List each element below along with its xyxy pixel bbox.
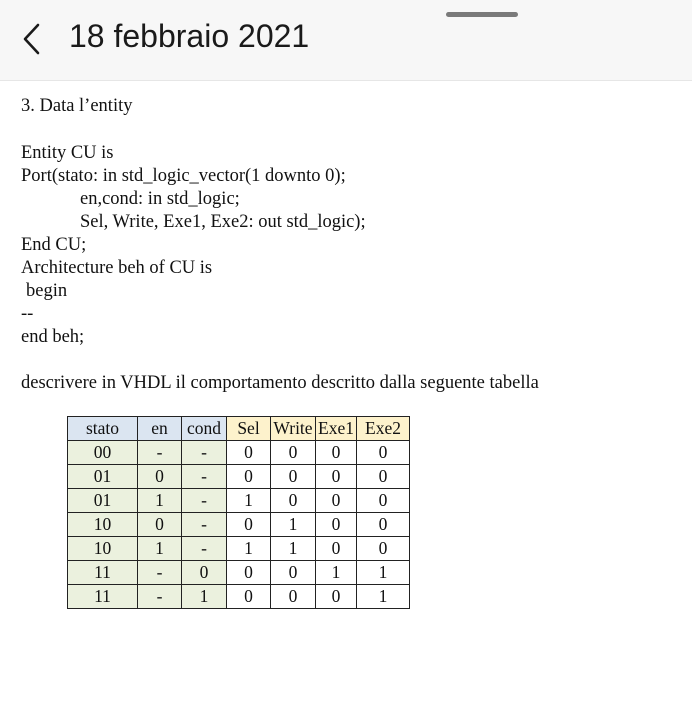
table-cell: 1 [138,537,182,561]
table-cell: 0 [227,441,271,465]
table-cell: - [138,441,182,465]
table-cell: 0 [316,465,357,489]
table-cell: 1 [227,489,271,513]
drag-handle[interactable] [446,12,518,17]
table-cell: 10 [68,537,138,561]
table-cell: 0 [357,537,410,561]
code-line: Entity CU is [21,143,114,163]
table-cell: - [182,537,227,561]
table-cell: 11 [68,561,138,585]
table-row [68,561,410,585]
table-cell: 10 [68,513,138,537]
table-cell: 01 [68,465,138,489]
table-cell: - [182,441,227,465]
table-cell: 1 [227,537,271,561]
table-cell: 0 [357,513,410,537]
table-cell: 1 [138,489,182,513]
table-row [68,513,410,537]
table-cell: - [182,513,227,537]
instruction-text: descrivere in VHDL il comportamento descritto dalla seguente tabella [21,373,539,393]
table-cell: 0 [316,441,357,465]
truth-table [67,416,410,609]
column-header: cond [182,417,227,441]
app-header [0,0,692,81]
code-line: Port(stato: in std_logic_vector(1 downto 0); [21,166,346,186]
table-row [68,585,410,609]
table-cell: 0 [182,561,227,585]
table-cell: 0 [357,465,410,489]
table-cell: 1 [271,537,316,561]
code-line: Architecture beh of CU is [21,258,213,278]
table-cell: 0 [138,513,182,537]
code-line: end beh; [21,327,85,347]
table-cell: 1 [271,513,316,537]
code-line: begin [26,281,68,301]
table-cell: 0 [357,441,410,465]
table-header-row [68,417,410,441]
code-line: en,cond: in std_logic; [80,189,240,209]
table-cell: 1 [316,561,357,585]
back-button[interactable] [18,22,48,56]
column-header: Exe1 [316,417,357,441]
code-line: Sel, Write, Exe1, Exe2: out std_logic); [80,212,366,232]
table-cell: 0 [271,561,316,585]
table-cell: 0 [271,441,316,465]
table-cell: 0 [227,465,271,489]
table-cell: 11 [68,585,138,609]
table-cell: 01 [68,489,138,513]
page-title: 18 febbraio 2021 [69,18,310,54]
table-cell: - [138,585,182,609]
table-cell: 0 [316,585,357,609]
column-header: stato [68,417,138,441]
table-cell: 1 [357,561,410,585]
table-cell: 0 [316,513,357,537]
table-cell: 1 [182,585,227,609]
table-cell: 0 [316,489,357,513]
table-cell: 1 [357,585,410,609]
table-cell: 0 [316,537,357,561]
table-row [68,465,410,489]
table-cell: - [182,465,227,489]
table-cell: 0 [138,465,182,489]
table-cell: 0 [227,513,271,537]
table-cell: 0 [227,585,271,609]
table-cell: 0 [271,465,316,489]
table-cell: 0 [271,489,316,513]
column-header: Sel [227,417,271,441]
chevron-left-icon [18,22,48,56]
table-row [68,537,410,561]
table-cell: 0 [357,489,410,513]
table-cell: 0 [271,585,316,609]
table-cell: - [182,489,227,513]
column-header: Write [271,417,316,441]
table-cell: 0 [227,561,271,585]
column-header: Exe2 [357,417,410,441]
code-line: End CU; [21,235,87,255]
column-header: en [138,417,182,441]
table-cell: 00 [68,441,138,465]
table-row [68,441,410,465]
code-line: -- [21,304,34,324]
table-row [68,489,410,513]
question-heading: 3. Data l’entity [21,96,133,116]
document-body [0,81,692,709]
table-cell: - [138,561,182,585]
